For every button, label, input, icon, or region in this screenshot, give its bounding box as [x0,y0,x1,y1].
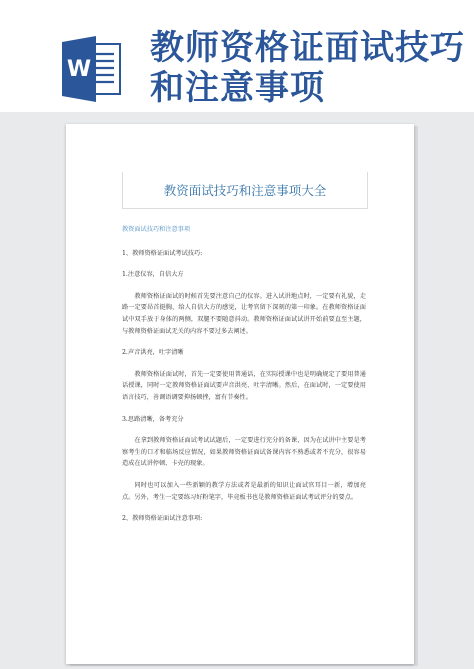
document-heading: 教师资格证面试技巧和注意事项 [150,28,465,108]
paragraph: 同时也可以加入一些新颖的教学方法或者是最新的知识让面试官耳目一新，增加亮点。另外，考生一定要练习好粉笔字，毕竟板书也是教师资格证面试考试评分的要点。 [122,481,366,501]
document-title: 教资面试技巧和注意事项大全 [163,183,327,198]
paragraph: 教师资格证面试时，首先一定要使用普通话，在实际授课中也是明确规定了要用普通话授课，同时一定教师资格证面试要声音洪亮、吐字清晰。然后，在面试时，一定要使用语言技巧，善调语调要抑扬顿挫，富有节奏性。 [122,370,366,401]
svg-text:W: W [66,57,92,82]
paragraph: 在拿到教师资格证面试考试试题后，一定要进行充分的备课，因为在试讲中主要是考察考生的口才和临场反应情况，如果教师资格证面试备课内容不熟悉或者不充分，很容易造成在试讲停顿、卡壳的现象。 [122,437,366,468]
paragraph: 教师资格证面试的时候首先要注意自己的仪容。进入试讲地点时，一定要有礼貌，走路一定要昂首挺胸，给人自信大方的感觉，让考官留下深刻的第一印象。在教师资格证面试中双手放于身体的两侧，双腿不要随意抖动。教师资格证面试试讲开始前要直至主题，与教师资格证面试无关的内容不要过多去阐述。 [122,292,366,335]
section-heading: 2、教师资格证面试注意事项: [122,515,203,523]
section-heading: 1、教师资格证面试考试技巧: [122,249,203,257]
document-body [122,224,366,535]
section-heading: 3.思路清晰，备考充分 [122,415,184,423]
word-icon [62,36,122,102]
document-title-box [122,172,368,209]
header [0,0,474,120]
document-subtitle: 教资面试技巧和注意事项 [122,226,191,233]
document-page [66,124,414,664]
section-heading: 2.声音洪亮，吐字清晰 [122,349,184,357]
section-heading: 1.注意仪容，自信大方 [122,271,184,279]
